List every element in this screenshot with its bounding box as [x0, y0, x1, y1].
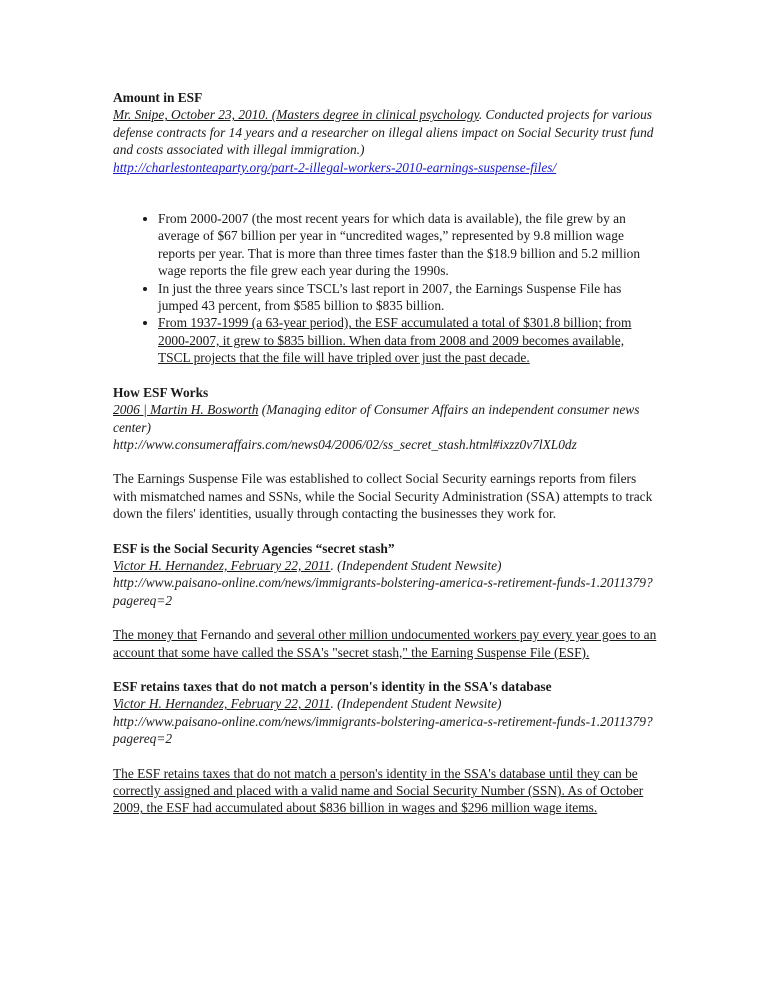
section-how-esf-works: [113, 384, 658, 523]
citation: [113, 106, 658, 158]
citation-note: (Managing editor of Consumer Affairs an independent consumer news center): [113, 402, 640, 435]
paragraph: The Earnings Suspense File was established to collect Social Security earnings reports from filers with mismatched names and SSNs, while the Social Security Administration (SSA) attempts to track down the filers' identities, usually through contacting the businesses they work for.: [113, 471, 653, 522]
paragraph-underlined: The money that: [113, 627, 198, 643]
section-heading: ESF is the Social Security Agencies “secret stash”: [113, 540, 395, 556]
list-item: • From 1937-1999 (a 63-year period), the ESF accumulated a total of $301.8 billion; from 2000-2007, it grew to $835 billion. When data from 2008 and 2009 becomes available, TSCL projects that the file will have tripled over just the past decade.: [158, 314, 658, 366]
spacer: [113, 176, 658, 210]
spacer: [113, 453, 658, 470]
bullet-list: [113, 210, 658, 367]
source-url: http://www.consumeraffairs.com/news04/2006/02/ss_secret_stash.html#ixzz0v7lXL0dz: [113, 436, 577, 452]
citation-author: Victor H. Hernandez, February 22, 2011: [113, 696, 331, 712]
citation-author: Victor H. Hernandez, February 22, 2011: [113, 557, 331, 573]
citation-author: 2006 | Martin H. Bosworth: [113, 402, 259, 418]
paragraph: [113, 626, 658, 661]
source-url: http://www.paisano-online.com/news/immigrants-bolstering-america-s-retirement-funds-1.2011379?pagereq=2: [113, 713, 653, 747]
spacer: [113, 609, 658, 626]
source-link[interactable]: http://charlestonteaparty.org/part-2-illegal-workers-2010-earnings-suspense-files/: [113, 159, 557, 175]
citation-author: Mr. Snipe, October 23, 2010. (Masters degree in clinical psychology: [113, 107, 479, 123]
section-heading: Amount in ESF: [113, 90, 203, 105]
citation: [113, 557, 658, 574]
source-url: http://www.paisano-online.com/news/immigrants-bolstering-america-s-retirement-funds-1.2011379?pagereq=2: [113, 575, 653, 608]
paragraph: The ESF retains taxes that do not match a person's identity in the SSA's database until they can be correctly assigned and placed with a valid name and Social Security Number (SSN). As of October 2009, the ESF had accumulated about $836 billion in wages and $296 million wage items.: [113, 765, 644, 816]
citation: [113, 401, 658, 436]
section-esf-retains-taxes: [113, 678, 658, 817]
section-heading: ESF retains taxes that do not match a person's identity in the SSA's database: [113, 678, 552, 694]
list-item: • In just the three years since TSCL’s last report in 2007, the Earnings Suspense File has jumped 43 percent, from $585 billion to $835 billion.: [158, 280, 658, 315]
spacer: [113, 748, 658, 765]
list-item: • From 2000-2007 (the most recent years for which data is available), the file grew by an average of $67 billion per year in “uncredited wages,” represented by 9.8 million wage reports per year. That is more than three times faster than the $18.9 billion and 5.2 million wage reports the file grew each year during the 1990s.: [158, 210, 658, 280]
paragraph-underlined: several other million undocumented workers pay every year goes to an account that some have called the SSA's "secret stash," the Earning Suspense File (ESF).: [113, 627, 657, 660]
section-heading: How ESF Works: [113, 384, 209, 400]
document-body: [113, 89, 658, 817]
citation-note: . (Independent Student Newsite): [330, 557, 502, 573]
citation: [113, 695, 658, 712]
citation-note: . Conducted projects for various defense contracts for 14 years and a researcher on illegal aliens impact on Social Security trust fund and costs associated with illegal immigration.): [113, 107, 654, 158]
spacer: [113, 367, 658, 384]
citation-note: . (Independent Student Newsite): [330, 696, 502, 712]
section-amount-in-esf: [113, 89, 658, 367]
paragraph-text: Fernando and: [197, 627, 277, 643]
section-secret-stash: [113, 540, 658, 661]
